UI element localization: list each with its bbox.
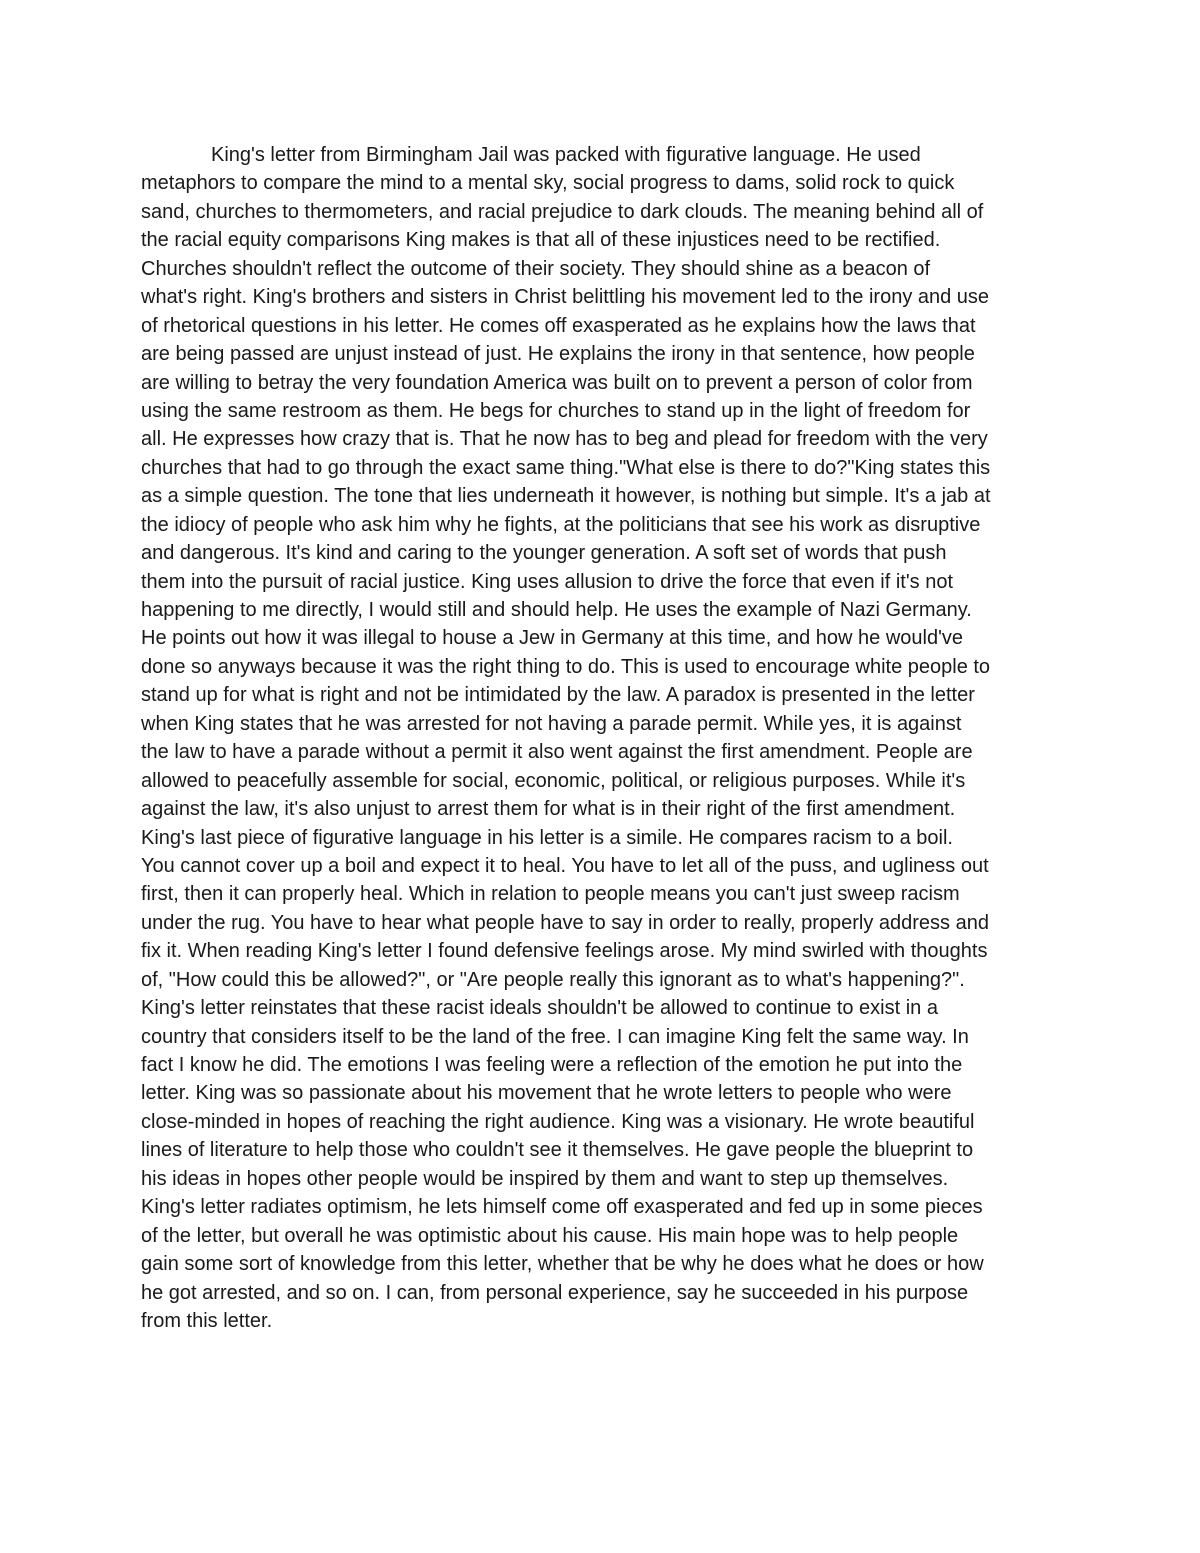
text-line: King's letter from Birmingham Jail was packed with figurative language. He used xyxy=(211,144,921,166)
text-line: King's last piece of figurative language in his letter is a simile. He compares racism to a boil. xyxy=(141,826,953,849)
text-line: He points out how it was illegal to house a Jew in Germany at this time, and how he would've xyxy=(141,627,964,650)
text-line: allowed to peacefully assemble for social, economic, political, or religious purposes. While it's xyxy=(141,769,966,792)
text-line: under the rug. You have to hear what people have to say in order to really, properly address and xyxy=(141,911,989,934)
text-line: from this letter. xyxy=(141,1309,273,1332)
text-line: country that considers itself to be the land of the free. I can imagine King felt the same way. In xyxy=(141,1025,969,1048)
text-line: done so anyways because it was the right thing to do. This is used to encourage white people to xyxy=(141,655,991,678)
text-line: letter. King was so passionate about his movement that he wrote letters to people who were xyxy=(141,1082,952,1105)
text-line: stand up for what is right and not be intimidated by the law. A paradox is presented in the letter xyxy=(141,684,975,707)
text-line: of rhetorical questions in his letter. He comes off exasperated as he explains how the laws that xyxy=(141,314,976,337)
text-line: against the law, it's also unjust to arrest them for what is in their right of the first amendment. xyxy=(141,798,956,821)
text-line: fact I know he did. The emotions I was feeling were a reflection of the emotion he put into the xyxy=(141,1054,963,1076)
text-line: using the same restroom as them. He begs for churches to stand up in the light of freedom for xyxy=(141,399,971,422)
text-line: King's letter radiates optimism, he lets himself come off exasperated and fed up in some pieces xyxy=(141,1196,983,1219)
text-line: the racial equity comparisons King makes is that all of these injustices need to be rectified. xyxy=(141,229,941,252)
text-line: You cannot cover up a boil and expect it to heal. You have to let all of the puss, and ugliness out xyxy=(141,854,989,877)
text-line: them into the pursuit of racial justice. King uses allusion to drive the force that even if it's not xyxy=(141,570,954,593)
essay-paragraph xyxy=(141,141,1061,1335)
text-line: of the letter, but overall he was optimistic about his cause. His main hope was to help people xyxy=(141,1224,959,1247)
text-line: King's letter reinstates that these racist ideals shouldn't be allowed to continue to exist in a xyxy=(141,997,938,1020)
text-line: close-minded in hopes of reaching the right audience. King was a visionary. He wrote beautiful xyxy=(141,1110,975,1133)
text-line: gain some sort of knowledge from this letter, whether that be why he does what he does or how xyxy=(141,1253,984,1276)
text-line: lines of literature to help those who couldn't see it themselves. He gave people the blueprint to xyxy=(141,1139,974,1162)
text-line: what's right. King's brothers and sisters in Christ belittling his movement led to the irony and use xyxy=(141,286,990,309)
text-line: and dangerous. It's kind and caring to the younger generation. A soft set of words that push xyxy=(141,542,947,565)
text-line: Churches shouldn't reflect the outcome of their society. They should shine as a beacon of xyxy=(141,257,931,280)
text-line: of, "How could this be allowed?", or "Are people really this ignorant as to what's happening?". xyxy=(141,968,965,991)
text-line: all. He expresses how crazy that is. That he now has to beg and plead for freedom with the very xyxy=(141,428,988,451)
text-line: metaphors to compare the mind to a mental sky, social progress to dams, solid rock to quick xyxy=(141,172,955,195)
text-line: the law to have a parade without a permit it also went against the first amendment. People are xyxy=(141,741,973,764)
text-line: the idiocy of people who ask him why he fights, at the politicians that see his work as disruptive xyxy=(141,513,981,536)
text-line: happening to me directly, I would still and should help. He uses the example of Nazi Germany. xyxy=(141,599,972,621)
text-line: his ideas in hopes other people would be inspired by them and want to step up themselves. xyxy=(141,1167,949,1190)
text-line: are being passed are unjust instead of just. He explains the irony in that sentence, how people xyxy=(141,343,975,366)
text-line: fix it. When reading King's letter I found defensive feelings arose. My mind swirled with thoughts xyxy=(141,940,988,963)
text-line: are willing to betray the very foundation America was built on to prevent a person of color from xyxy=(141,371,973,394)
text-line: first, then it can properly heal. Which in relation to people means you can't just sweep racism xyxy=(141,883,960,906)
text-line: when King states that he was arrested for not having a parade permit. While yes, it is against xyxy=(141,712,962,735)
text-line: churches that had to go through the exact same thing."What else is there to do?"King states this xyxy=(141,456,991,479)
text-line: as a simple question. The tone that lies underneath it however, is nothing but simple. It's a jab at xyxy=(141,485,991,508)
text-line: sand, churches to thermometers, and racial prejudice to dark clouds. The meaning behind all of xyxy=(141,200,984,223)
text-line: he got arrested, and so on. I can, from personal experience, say he succeeded in his purpose xyxy=(141,1281,969,1304)
